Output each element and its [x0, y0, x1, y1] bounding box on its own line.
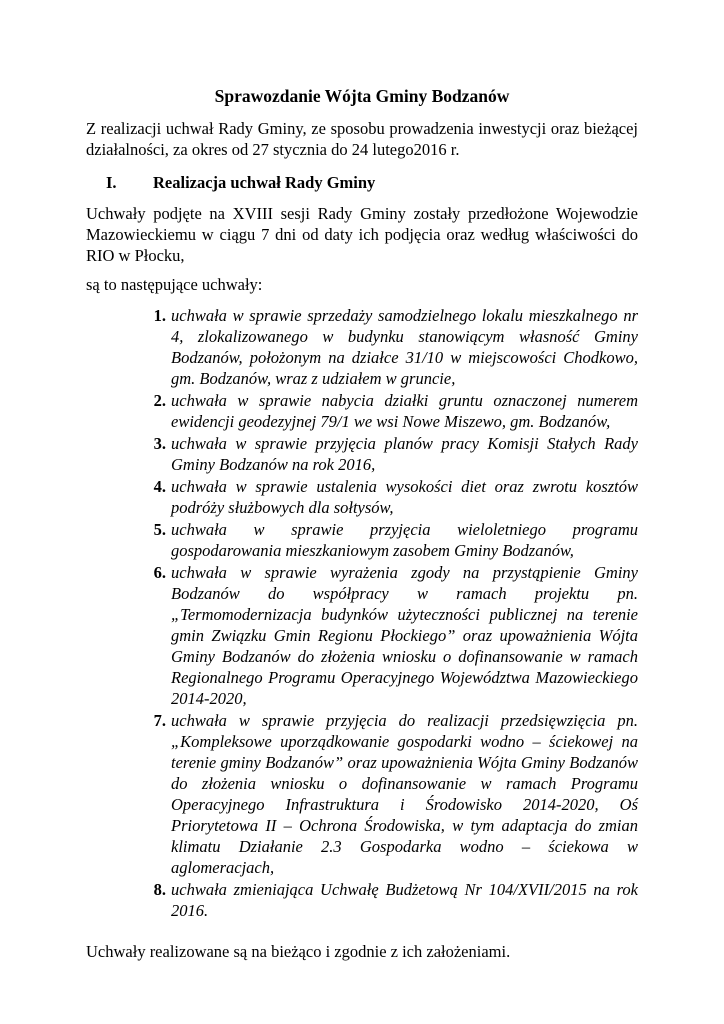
list-item-text: uchwała w sprawie przyjęcia planów pracy Komisji Stałych Rady Gminy Bodzanów na rok 2016,	[171, 434, 638, 474]
list-item-number: 4.	[153, 477, 166, 496]
list-item-text: uchwała w sprawie przyjęcia wieloletniego programu gospodarowania mieszkaniowym zasobem Gminy Bodzanów,	[171, 520, 638, 560]
list-item-number: 5.	[153, 520, 166, 539]
list-item-number: 2.	[153, 391, 166, 410]
list-item	[86, 879, 638, 921]
list-item	[86, 710, 638, 878]
intro-paragraph: Z realizacji uchwał Rady Gminy, ze sposobu prowadzenia inwestycji oraz bieżącej działalności, za okres od 27 stycznia do 24 lutego2016 r.	[86, 119, 638, 159]
list-item	[86, 433, 638, 475]
section-number: I.	[106, 173, 117, 192]
list-item	[86, 519, 638, 561]
list-item-number: 6.	[153, 563, 166, 582]
section-title: Realizacja uchwał Rady Gminy	[153, 173, 376, 192]
section-heading	[86, 172, 638, 193]
list-item	[86, 305, 638, 389]
list-item	[86, 390, 638, 432]
list-item-number: 3.	[153, 434, 166, 453]
resolutions-list	[86, 305, 638, 921]
list-item	[86, 562, 638, 709]
list-item	[86, 476, 638, 518]
body-paragraph: Uchwały podjęte na XVIII sesji Rady Gminy zostały przedłożone Wojewodzie Mazowieckiemu w ciągu 7 dni od daty ich podjęcia oraz według właściwości do RIO w Płocku,	[86, 204, 638, 265]
list-item-text: uchwała w sprawie nabycia działki gruntu oznaczonej numerem ewidencji geodezyjnej 79/1 we wsi Nowe Miszewo, gm. Bodzanów,	[171, 391, 638, 431]
list-item-text: uchwała w sprawie ustalenia wysokości diet oraz zwrotu kosztów podróży służbowych dla sołtysów,	[171, 477, 638, 517]
list-item-number: 7.	[153, 711, 166, 730]
document-title: Sprawozdanie Wójta Gminy Bodzanów	[214, 86, 510, 106]
list-item-number: 8.	[153, 880, 166, 899]
document-page	[86, 84, 638, 962]
list-item-text: uchwała w sprawie sprzedaży samodzielnego lokalu mieszkalnego nr 4, zlokalizowanego w budynku stanowiącym własność Gminy Bodzanów, położonym na działce 31/10 w miejscowości Chodkowo, gm. Bodzanów, wraz z udziałem w gruncie,	[171, 306, 638, 388]
list-item-number: 1.	[153, 306, 166, 325]
list-lead: są to następujące uchwały:	[86, 275, 263, 294]
list-item-text: uchwała w sprawie przyjęcia do realizacji przedsięwzięcia pn. „Kompleksowe uporządkowanie gospodarki wodno – ściekowej na terenie gminy Bodzanów” oraz upoważnienia Wójta Gminy Bodzanów do złożenia wniosku o dofinansowanie w ramach Programu Operacyjnego Infrastruktura i Środowisko 2014-2020, Oś Priorytetowa II – Ochrona Środowiska, w tym adaptacja do zmian klimatu Działanie 2.3 Gospodarka wodno – ściekowa w aglomeracjach,	[171, 711, 638, 877]
list-item-text: uchwała zmieniająca Uchwałę Budżetową Nr 104/XVII/2015 na rok 2016.	[171, 880, 638, 920]
list-item-text: uchwała w sprawie wyrażenia zgody na przystąpienie Gminy Bodzanów do współpracy w ramach projektu pn. „Termomodernizacja budynków użyteczności publicznej na terenie gmin Związku Gmin Regionu Płockiego” oraz upoważnienia Wójta Gminy Bodzanów do złożenia wniosku o dofinansowanie w ramach Regionalnego Programu Operacyjnego Województwa Mazowieckiego 2014-2020,	[171, 563, 638, 708]
closing-paragraph: Uchwały realizowane są na bieżąco i zgodnie z ich założeniami.	[86, 942, 511, 961]
